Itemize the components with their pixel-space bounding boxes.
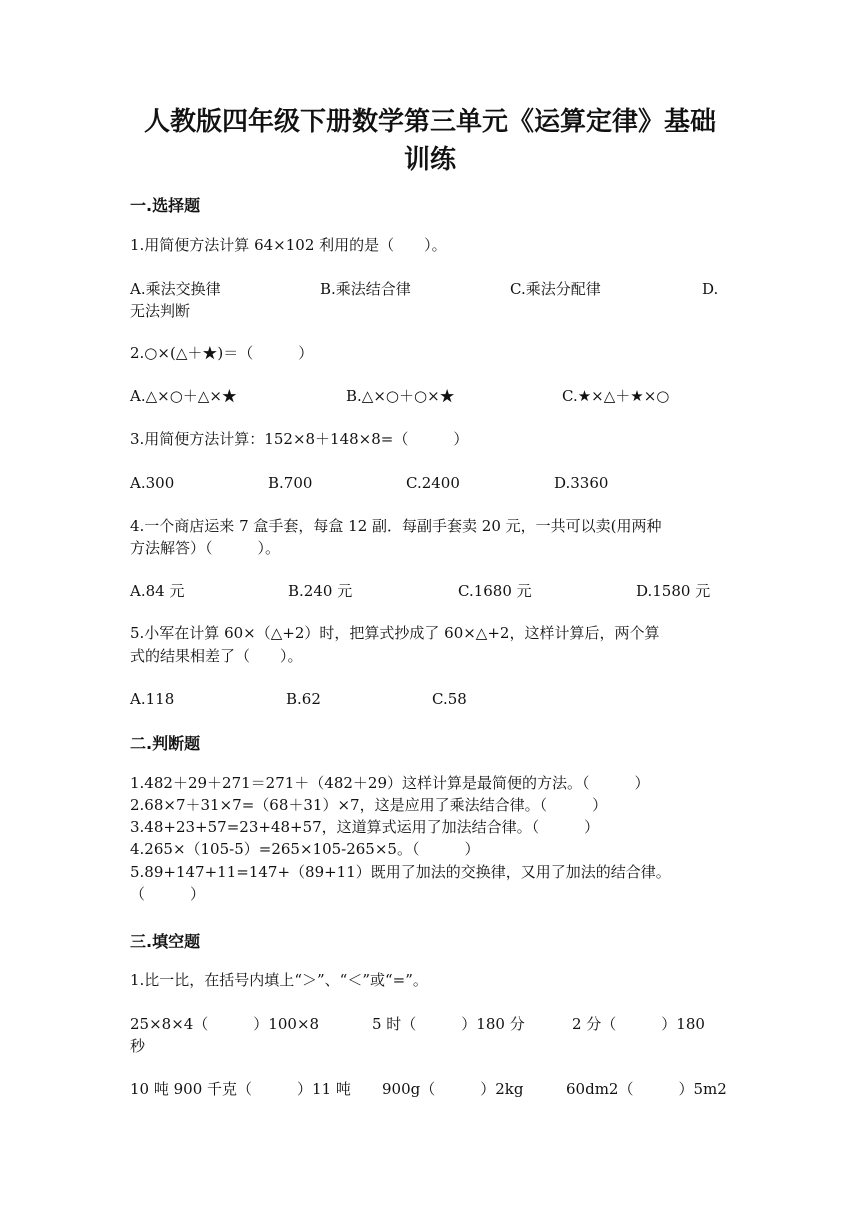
- q4-option-a: A.84 元: [130, 582, 185, 600]
- judgment-item-2: 2.68×7＋31×7=（68＋31）×7，这是应用了乘法结合律。（ ）: [130, 796, 608, 814]
- q1-option-d-continued: 无法判断: [130, 302, 191, 320]
- q3-option-b: B.700: [268, 474, 313, 492]
- q3-option-a: A.300: [130, 474, 175, 492]
- title-line-2: 训练: [403, 145, 456, 175]
- section-heading-choice: 一.选择题: [130, 196, 201, 215]
- q2-option-c: C.★×△＋★×○: [562, 387, 670, 405]
- q4-option-c: C.1680 元: [458, 582, 532, 600]
- q4-option-b: B.240 元: [288, 582, 353, 600]
- judgment-item-5-continued: （ ）: [130, 885, 206, 903]
- judgment-item-1: 1.482＋29＋271＝271＋（482＋29）这样计算是最简便的方法。（ ）: [130, 774, 650, 792]
- compare-4: 10 吨 900 千克（ ）11 吨: [130, 1080, 351, 1098]
- question-4-line-2: 方法解答）（ ）。: [130, 539, 281, 557]
- title-line-1: 人教版四年级下册数学第三单元《运算定律》基础: [143, 107, 716, 137]
- question-5-line-2: 式的结果相差了（ ）。: [130, 647, 303, 665]
- compare-5: 900g（ ）2kg: [382, 1080, 524, 1098]
- compare-6: 60dm2（ ）5m2: [566, 1080, 727, 1098]
- q5-option-c: C.58: [432, 690, 467, 708]
- q5-option-b: B.62: [286, 690, 321, 708]
- q5-option-a: A.118: [130, 690, 175, 708]
- q4-option-d: D.1580 元: [636, 582, 711, 600]
- q1-option-d: D.: [702, 280, 719, 298]
- q1-option-c: C.乘法分配律: [510, 280, 601, 298]
- question-5-line-1: 5.小军在计算 60×（△+2）时，把算式抄成了 60×△+2，这样计算后，两个算: [130, 624, 660, 642]
- judgment-item-3: 3.48+23+57=23+48+57，这道算式运用了加法结合律。（ ）: [130, 818, 600, 836]
- compare-2: 5 时（ ）180 分: [372, 1015, 525, 1033]
- question-2-text: 2.○×(△＋★)＝（ ）: [130, 344, 314, 362]
- section-heading-fill-blank: 三.填空题: [130, 932, 201, 951]
- compare-3: 2 分（ ）180: [572, 1015, 705, 1033]
- question-3-text: 3.用简便方法计算：152×8＋148×8=（ ）: [130, 430, 469, 448]
- question-4-line-1: 4.一个商店运来 7 盒手套，每盒 12 副．每副手套卖 20 元，一共可以卖(用两种: [130, 517, 662, 535]
- q1-option-a: A.乘法交换律: [130, 280, 221, 298]
- q2-option-b: B.△×○＋○×★: [346, 387, 455, 405]
- q1-option-b: B.乘法结合律: [320, 280, 411, 298]
- judgment-item-5: 5.89+147+11=147+（89+11）既用了加法的交换律，又用了加法的结合律。: [130, 863, 671, 881]
- compare-3-continued: 秒: [130, 1037, 146, 1055]
- fill-question-1-text: 1.比一比，在括号内填上“＞”、“＜”或“=”。: [130, 971, 428, 989]
- q3-option-d: D.3360: [554, 474, 609, 492]
- q3-option-c: C.2400: [406, 474, 460, 492]
- section-heading-judgment: 二.判断题: [130, 734, 201, 753]
- q2-option-a: A.△×○＋△×★: [130, 387, 237, 405]
- judgment-item-4: 4.265×（105-5）=265×105-265×5。（ ）: [130, 840, 480, 858]
- worksheet-title: [130, 103, 730, 179]
- question-1-text: 1.用简便方法计算 64×102 利用的是（ ）。: [130, 236, 447, 254]
- compare-1: 25×8×4（ ）100×8: [130, 1015, 320, 1033]
